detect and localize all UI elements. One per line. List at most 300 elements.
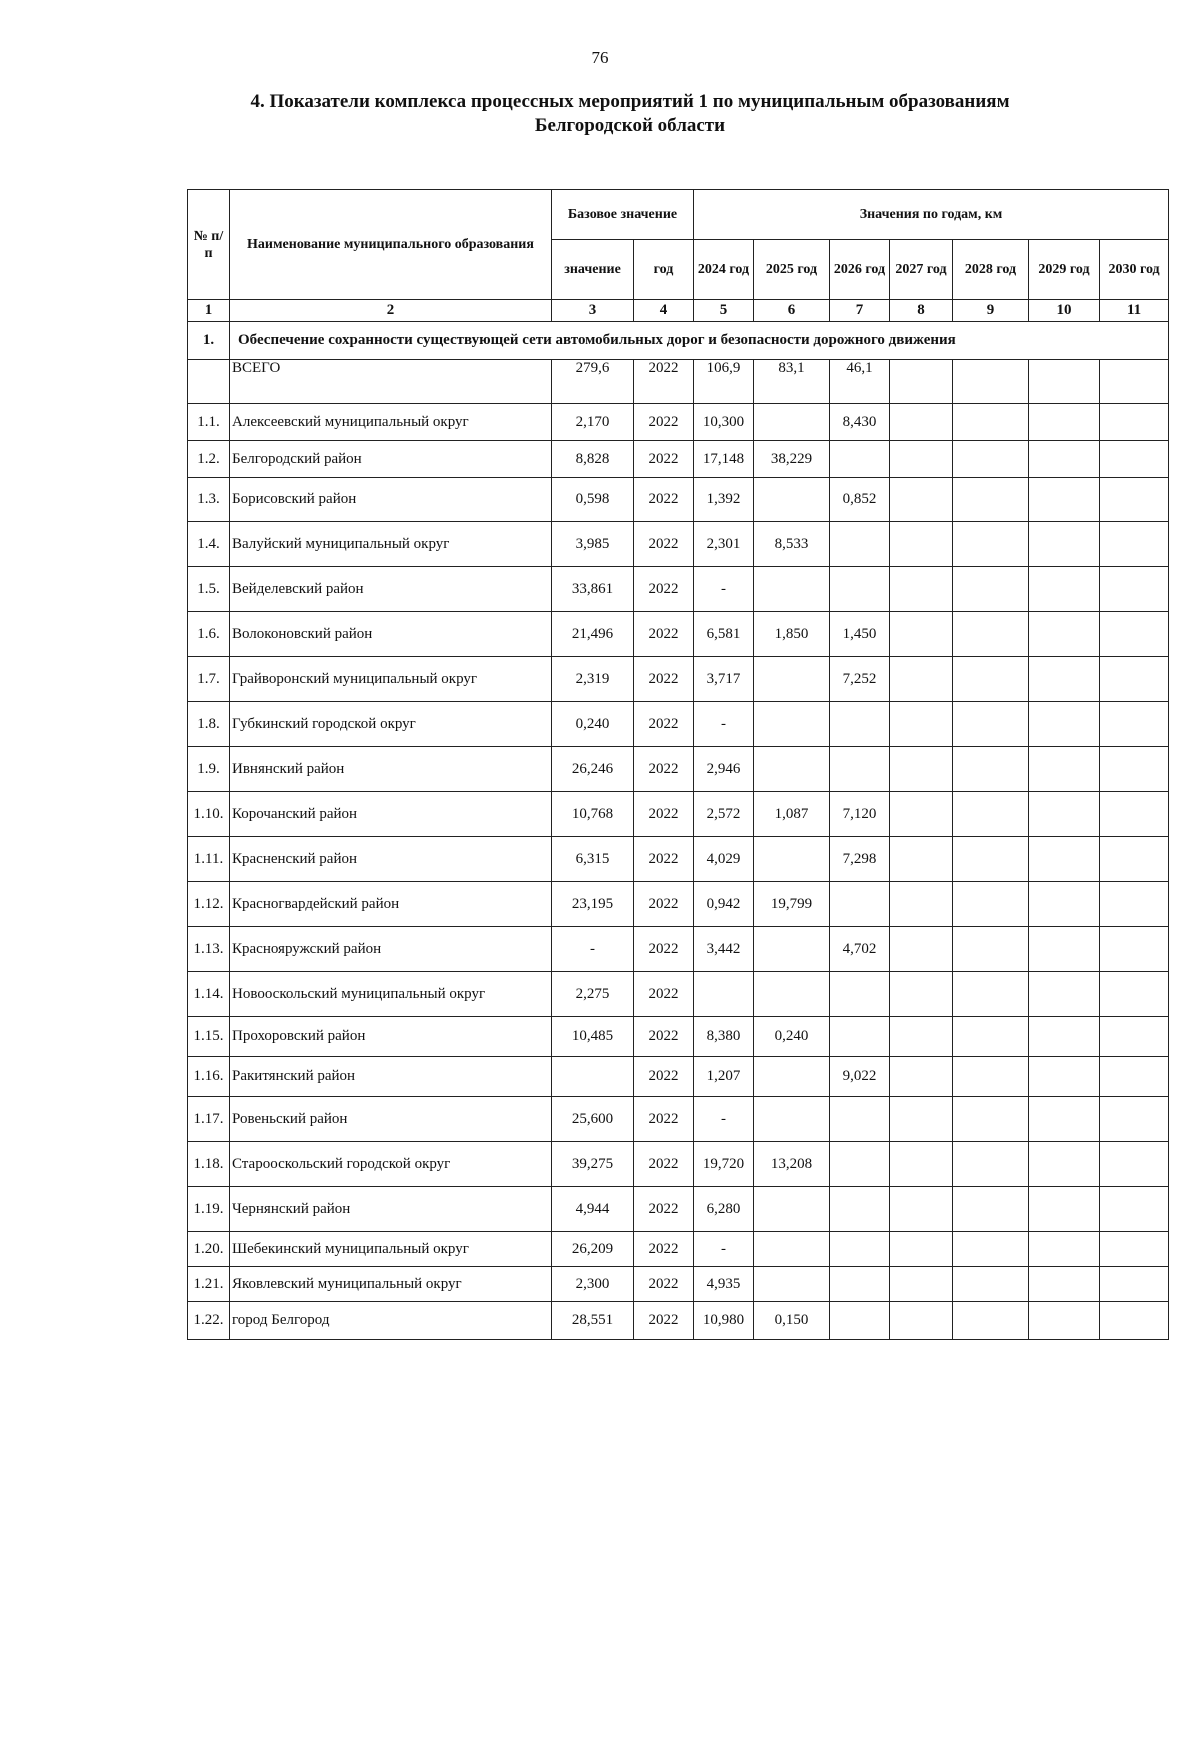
- table-row: [188, 1302, 1169, 1340]
- column-number: 7: [830, 300, 890, 322]
- municipality-name: Ракитянский район: [230, 1057, 552, 1097]
- value-2025-cell: [754, 747, 830, 792]
- table-row: [188, 657, 1169, 702]
- column-number: 9: [953, 300, 1029, 322]
- value-2024-cell: 6,280: [694, 1187, 754, 1232]
- value-2029-cell: [1029, 1097, 1100, 1142]
- base-year-cell: 2022: [634, 1302, 694, 1340]
- value-2028-cell: [953, 522, 1029, 567]
- value-2029-cell: [1029, 837, 1100, 882]
- table-row: [188, 612, 1169, 657]
- value-2026-cell: 9,022: [830, 1057, 890, 1097]
- value-2024-cell: 4,935: [694, 1267, 754, 1302]
- base-value-cell: 4,944: [552, 1187, 634, 1232]
- value-2024-cell: 106,9: [694, 360, 754, 404]
- section-row: [188, 322, 1169, 360]
- base-year-cell: 2022: [634, 1097, 694, 1142]
- value-2025-cell: [754, 404, 830, 441]
- value-2026-cell: [830, 441, 890, 478]
- value-2028-cell: [953, 360, 1029, 404]
- row-number: 1.22.: [188, 1302, 230, 1340]
- value-2024-cell: 6,581: [694, 612, 754, 657]
- table-row: [188, 792, 1169, 837]
- value-2026-cell: [830, 522, 890, 567]
- header-name: Наименование муниципального образования: [230, 190, 552, 300]
- column-number: 3: [552, 300, 634, 322]
- value-2024-cell: -: [694, 567, 754, 612]
- value-2029-cell: [1029, 441, 1100, 478]
- value-2026-cell: 7,120: [830, 792, 890, 837]
- value-2028-cell: [953, 1232, 1029, 1267]
- municipality-name: Корочанский район: [230, 792, 552, 837]
- column-number: 1: [188, 300, 230, 322]
- value-2025-cell: 38,229: [754, 441, 830, 478]
- row-number: 1.2.: [188, 441, 230, 478]
- municipality-name: Белгородский район: [230, 441, 552, 478]
- column-number: 11: [1100, 300, 1169, 322]
- base-year-cell: 2022: [634, 657, 694, 702]
- value-2025-cell: 1,087: [754, 792, 830, 837]
- document-title-line-2: Белгородской области: [534, 115, 726, 136]
- value-2029-cell: [1029, 360, 1100, 404]
- row-number: 1.21.: [188, 1267, 230, 1302]
- value-2030-cell: [1100, 360, 1169, 404]
- table-row: [188, 1142, 1169, 1187]
- value-2027-cell: [890, 1232, 953, 1267]
- value-2027-cell: [890, 972, 953, 1017]
- value-2028-cell: [953, 702, 1029, 747]
- value-2030-cell: [1100, 702, 1169, 747]
- value-2025-cell: [754, 1267, 830, 1302]
- municipality-name: Борисовский район: [230, 478, 552, 522]
- row-number: 1.7.: [188, 657, 230, 702]
- value-2030-cell: [1100, 972, 1169, 1017]
- base-year-cell: 2022: [634, 522, 694, 567]
- value-2026-cell: [830, 972, 890, 1017]
- value-2027-cell: [890, 702, 953, 747]
- column-number: 10: [1029, 300, 1100, 322]
- table-row: [188, 927, 1169, 972]
- row-number: 1.9.: [188, 747, 230, 792]
- value-2026-cell: [830, 567, 890, 612]
- row-number: 1.6.: [188, 612, 230, 657]
- value-2030-cell: [1100, 657, 1169, 702]
- table-row: [188, 837, 1169, 882]
- value-2028-cell: [953, 1267, 1029, 1302]
- value-2026-cell: 1,450: [830, 612, 890, 657]
- value-2027-cell: [890, 837, 953, 882]
- base-value-cell: 33,861: [552, 567, 634, 612]
- value-2029-cell: [1029, 612, 1100, 657]
- value-2024-cell: 2,946: [694, 747, 754, 792]
- value-2029-cell: [1029, 478, 1100, 522]
- base-year-cell: 2022: [634, 567, 694, 612]
- municipality-name: Грайворонский муниципальный округ: [230, 657, 552, 702]
- municipality-name: Шебекинский муниципальный округ: [230, 1232, 552, 1267]
- value-2024-cell: 17,148: [694, 441, 754, 478]
- value-2027-cell: [890, 441, 953, 478]
- value-2024-cell: 1,392: [694, 478, 754, 522]
- value-2025-cell: 8,533: [754, 522, 830, 567]
- table-row: [188, 441, 1169, 478]
- base-value-cell: 2,275: [552, 972, 634, 1017]
- column-numbers-row: [188, 300, 1169, 322]
- value-2027-cell: [890, 1097, 953, 1142]
- table-row: [188, 1097, 1169, 1142]
- municipality-name: Волоконовский район: [230, 612, 552, 657]
- base-value-cell: 2,170: [552, 404, 634, 441]
- value-2028-cell: [953, 478, 1029, 522]
- value-2027-cell: [890, 927, 953, 972]
- value-2025-cell: [754, 657, 830, 702]
- value-2029-cell: [1029, 1187, 1100, 1232]
- row-number: 1.19.: [188, 1187, 230, 1232]
- municipality-name: Прохоровский район: [230, 1017, 552, 1057]
- value-2028-cell: [953, 927, 1029, 972]
- value-2028-cell: [953, 972, 1029, 1017]
- municipality-name: Красненский район: [230, 837, 552, 882]
- value-2030-cell: [1100, 1142, 1169, 1187]
- value-2024-cell: -: [694, 1097, 754, 1142]
- value-2030-cell: [1100, 1097, 1169, 1142]
- value-2027-cell: [890, 478, 953, 522]
- base-year-cell: 2022: [634, 360, 694, 404]
- value-2027-cell: [890, 1267, 953, 1302]
- row-number: 1.12.: [188, 882, 230, 927]
- row-number: 1.16.: [188, 1057, 230, 1097]
- value-2027-cell: [890, 1142, 953, 1187]
- base-value-cell: 10,485: [552, 1017, 634, 1057]
- value-2026-cell: [830, 882, 890, 927]
- value-2028-cell: [953, 612, 1029, 657]
- base-year-cell: 2022: [634, 1057, 694, 1097]
- municipality-name: Яковлевский муниципальный округ: [230, 1267, 552, 1302]
- value-2024-cell: 0,942: [694, 882, 754, 927]
- value-2030-cell: [1100, 522, 1169, 567]
- base-year-cell: 2022: [634, 441, 694, 478]
- value-2029-cell: [1029, 1017, 1100, 1057]
- value-2028-cell: [953, 1017, 1029, 1057]
- base-year-cell: 2022: [634, 702, 694, 747]
- value-2026-cell: [830, 1302, 890, 1340]
- value-2025-cell: 0,150: [754, 1302, 830, 1340]
- value-2027-cell: [890, 404, 953, 441]
- value-2024-cell: -: [694, 1232, 754, 1267]
- table-row: [188, 702, 1169, 747]
- value-2028-cell: [953, 657, 1029, 702]
- base-year-cell: 2022: [634, 1142, 694, 1187]
- base-value-cell: 28,551: [552, 1302, 634, 1340]
- value-2029-cell: [1029, 972, 1100, 1017]
- header-year-2026: 2026 год: [830, 240, 890, 300]
- base-value-cell: 2,319: [552, 657, 634, 702]
- base-value-cell: 8,828: [552, 441, 634, 478]
- document-title: [180, 90, 1080, 138]
- value-2026-cell: 8,430: [830, 404, 890, 441]
- value-2030-cell: [1100, 927, 1169, 972]
- base-value-cell: 3,985: [552, 522, 634, 567]
- value-2025-cell: [754, 1232, 830, 1267]
- value-2028-cell: [953, 792, 1029, 837]
- base-value-cell: 26,246: [552, 747, 634, 792]
- row-number: 1.11.: [188, 837, 230, 882]
- value-2028-cell: [953, 1142, 1029, 1187]
- base-year-cell: 2022: [634, 1187, 694, 1232]
- municipality-name: Чернянский район: [230, 1187, 552, 1232]
- value-2029-cell: [1029, 1057, 1100, 1097]
- value-2029-cell: [1029, 927, 1100, 972]
- value-2027-cell: [890, 792, 953, 837]
- value-2025-cell: [754, 478, 830, 522]
- value-2024-cell: 2,301: [694, 522, 754, 567]
- base-year-cell: 2022: [634, 478, 694, 522]
- base-value-cell: 0,240: [552, 702, 634, 747]
- header-year-2028: 2028 год: [953, 240, 1029, 300]
- value-2026-cell: [830, 1187, 890, 1232]
- table-row: [188, 1017, 1169, 1057]
- value-2025-cell: 13,208: [754, 1142, 830, 1187]
- municipality-name: город Белгород: [230, 1302, 552, 1340]
- value-2029-cell: [1029, 657, 1100, 702]
- column-number: 2: [230, 300, 552, 322]
- row-number: 1.10.: [188, 792, 230, 837]
- row-number: 1.5.: [188, 567, 230, 612]
- row-number: 1.15.: [188, 1017, 230, 1057]
- value-2029-cell: [1029, 1232, 1100, 1267]
- base-value-cell: 279,6: [552, 360, 634, 404]
- base-year-cell: 2022: [634, 612, 694, 657]
- table-row: [188, 1232, 1169, 1267]
- municipality-name: Губкинский городской округ: [230, 702, 552, 747]
- value-2030-cell: [1100, 1267, 1169, 1302]
- row-number: 1.20.: [188, 1232, 230, 1267]
- value-2025-cell: [754, 702, 830, 747]
- page-number: 76: [591, 48, 609, 67]
- value-2026-cell: 0,852: [830, 478, 890, 522]
- value-2024-cell: 8,380: [694, 1017, 754, 1057]
- base-year-cell: 2022: [634, 837, 694, 882]
- row-number: 1.14.: [188, 972, 230, 1017]
- value-2028-cell: [953, 1302, 1029, 1340]
- table-row: [188, 567, 1169, 612]
- base-value-cell: 25,600: [552, 1097, 634, 1142]
- municipality-name: Новооскольский муниципальный округ: [230, 972, 552, 1017]
- column-number: 5: [694, 300, 754, 322]
- base-year-cell: 2022: [634, 882, 694, 927]
- value-2027-cell: [890, 657, 953, 702]
- base-year-cell: 2022: [634, 1267, 694, 1302]
- value-2026-cell: [830, 702, 890, 747]
- value-2029-cell: [1029, 522, 1100, 567]
- value-2029-cell: [1029, 747, 1100, 792]
- value-2030-cell: [1100, 747, 1169, 792]
- value-2029-cell: [1029, 567, 1100, 612]
- value-2025-cell: [754, 927, 830, 972]
- header-year-2025: 2025 год: [754, 240, 830, 300]
- value-2025-cell: 19,799: [754, 882, 830, 927]
- row-number: 1.3.: [188, 478, 230, 522]
- value-2024-cell: 3,717: [694, 657, 754, 702]
- value-2025-cell: 0,240: [754, 1017, 830, 1057]
- municipality-name: Старооскольский городской округ: [230, 1142, 552, 1187]
- table-row: [188, 882, 1169, 927]
- table-row: [188, 1187, 1169, 1232]
- value-2024-cell: 4,029: [694, 837, 754, 882]
- value-2030-cell: [1100, 1232, 1169, 1267]
- header-row-1: [188, 190, 1169, 240]
- value-2027-cell: [890, 1017, 953, 1057]
- municipality-name: Ровеньский район: [230, 1097, 552, 1142]
- base-year-cell: 2022: [634, 927, 694, 972]
- table-row: [188, 522, 1169, 567]
- value-2025-cell: [754, 1057, 830, 1097]
- value-2027-cell: [890, 567, 953, 612]
- value-2028-cell: [953, 1057, 1029, 1097]
- value-2027-cell: [890, 882, 953, 927]
- value-2029-cell: [1029, 404, 1100, 441]
- value-2030-cell: [1100, 1302, 1169, 1340]
- value-2026-cell: 46,1: [830, 360, 890, 404]
- header-base: Базовое значение: [552, 190, 694, 240]
- value-2029-cell: [1029, 1267, 1100, 1302]
- value-2028-cell: [953, 747, 1029, 792]
- header-base-value: значение: [552, 240, 634, 300]
- base-year-cell: 2022: [634, 1232, 694, 1267]
- municipality-name: Красногвардейский район: [230, 882, 552, 927]
- value-2027-cell: [890, 1187, 953, 1232]
- base-value-cell: 21,496: [552, 612, 634, 657]
- column-number: 8: [890, 300, 953, 322]
- value-2030-cell: [1100, 1187, 1169, 1232]
- value-2028-cell: [953, 404, 1029, 441]
- base-value-cell: -: [552, 927, 634, 972]
- document-title-line-1: 4. Показатели комплекса процессных мероприятий 1 по муниципальным образованиям: [250, 91, 1010, 112]
- header-base-year: год: [634, 240, 694, 300]
- value-2030-cell: [1100, 837, 1169, 882]
- value-2030-cell: [1100, 792, 1169, 837]
- value-2030-cell: [1100, 882, 1169, 927]
- value-2025-cell: [754, 1187, 830, 1232]
- base-year-cell: 2022: [634, 747, 694, 792]
- value-2024-cell: 1,207: [694, 1057, 754, 1097]
- row-number: [188, 360, 230, 404]
- value-2029-cell: [1029, 882, 1100, 927]
- table-row: [188, 404, 1169, 441]
- municipality-name: Алексеевский муниципальный округ: [230, 404, 552, 441]
- municipality-name: Валуйский муниципальный округ: [230, 522, 552, 567]
- value-2029-cell: [1029, 1142, 1100, 1187]
- value-2025-cell: 1,850: [754, 612, 830, 657]
- column-number: 6: [754, 300, 830, 322]
- value-2028-cell: [953, 1187, 1029, 1232]
- municipality-name: Вейделевский район: [230, 567, 552, 612]
- section-title: Обеспечение сохранности существующей сети автомобильных дорог и безопасности дорожного движения: [230, 322, 1169, 360]
- value-2028-cell: [953, 837, 1029, 882]
- value-2028-cell: [953, 882, 1029, 927]
- value-2026-cell: [830, 1232, 890, 1267]
- table-row: [188, 1057, 1169, 1097]
- base-value-cell: 2,300: [552, 1267, 634, 1302]
- table-row: [188, 1267, 1169, 1302]
- total-row: [188, 360, 1169, 404]
- value-2024-cell: 10,300: [694, 404, 754, 441]
- header-year-2027: 2027 год: [890, 240, 953, 300]
- row-number: 1.1.: [188, 404, 230, 441]
- base-value-cell: 10,768: [552, 792, 634, 837]
- value-2028-cell: [953, 567, 1029, 612]
- value-2026-cell: [830, 747, 890, 792]
- table-row: [188, 972, 1169, 1017]
- municipality-name: Ивнянский район: [230, 747, 552, 792]
- base-year-cell: 2022: [634, 972, 694, 1017]
- value-2030-cell: [1100, 1057, 1169, 1097]
- base-value-cell: 0,598: [552, 478, 634, 522]
- value-2026-cell: [830, 1017, 890, 1057]
- value-2026-cell: [830, 1142, 890, 1187]
- value-2025-cell: [754, 972, 830, 1017]
- value-2030-cell: [1100, 612, 1169, 657]
- row-number: 1.8.: [188, 702, 230, 747]
- row-number: 1.13.: [188, 927, 230, 972]
- table-row: [188, 747, 1169, 792]
- value-2024-cell: 10,980: [694, 1302, 754, 1340]
- value-2024-cell: 19,720: [694, 1142, 754, 1187]
- value-2027-cell: [890, 747, 953, 792]
- value-2027-cell: [890, 1302, 953, 1340]
- header-year-2024: 2024 год: [694, 240, 754, 300]
- base-year-cell: 2022: [634, 792, 694, 837]
- value-2026-cell: [830, 1097, 890, 1142]
- value-2026-cell: 7,252: [830, 657, 890, 702]
- header-year-2030: 2030 год: [1100, 240, 1169, 300]
- base-value-cell: [552, 1057, 634, 1097]
- municipality-name: ВСЕГО: [230, 360, 552, 404]
- value-2027-cell: [890, 522, 953, 567]
- base-value-cell: 39,275: [552, 1142, 634, 1187]
- base-value-cell: 26,209: [552, 1232, 634, 1267]
- value-2025-cell: [754, 837, 830, 882]
- indicators-table: [187, 189, 1169, 1340]
- row-number: 1.4.: [188, 522, 230, 567]
- base-value-cell: 23,195: [552, 882, 634, 927]
- row-number: 1.17.: [188, 1097, 230, 1142]
- municipality-name: Краснояружский район: [230, 927, 552, 972]
- column-number: 4: [634, 300, 694, 322]
- value-2026-cell: [830, 1267, 890, 1302]
- value-2028-cell: [953, 1097, 1029, 1142]
- value-2029-cell: [1029, 792, 1100, 837]
- row-number: 1.18.: [188, 1142, 230, 1187]
- header-years-group: Значения по годам, км: [694, 190, 1169, 240]
- value-2026-cell: 7,298: [830, 837, 890, 882]
- value-2029-cell: [1029, 702, 1100, 747]
- value-2027-cell: [890, 360, 953, 404]
- value-2024-cell: -: [694, 702, 754, 747]
- value-2030-cell: [1100, 567, 1169, 612]
- value-2027-cell: [890, 1057, 953, 1097]
- base-year-cell: 2022: [634, 1017, 694, 1057]
- header-year-2029: 2029 год: [1029, 240, 1100, 300]
- value-2027-cell: [890, 612, 953, 657]
- value-2028-cell: [953, 441, 1029, 478]
- value-2030-cell: [1100, 404, 1169, 441]
- value-2029-cell: [1029, 1302, 1100, 1340]
- value-2024-cell: 3,442: [694, 927, 754, 972]
- section-number: 1.: [188, 322, 230, 360]
- value-2030-cell: [1100, 441, 1169, 478]
- value-2025-cell: 83,1: [754, 360, 830, 404]
- value-2030-cell: [1100, 478, 1169, 522]
